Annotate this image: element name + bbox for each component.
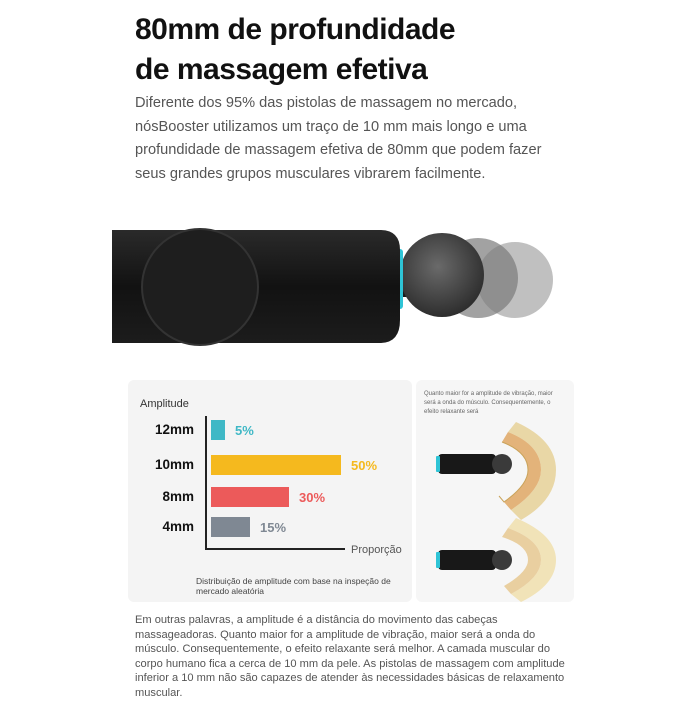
- bar: [211, 455, 341, 475]
- explanation-paragraph: Em outras palavras, a amplitude é a distância do movimento das cabeças massageadoras. Quanto maior for a amplitude de vibração, maior será a onda do músculo. Consequentemente, o efeito relaxante será melhor. A camada muscular do corpo humano fica a cerca de 10 mm da pele. As pistolas de massagem com amplitude inferior a 10 mm não são capazes de atender às necessidades básicas de relaxamento muscular.: [135, 614, 565, 699]
- side-description: Quanto maior for a amplitude de vibração, maior será a onda do músculo. Consequentemente, o efeito relaxante será: [424, 391, 553, 415]
- chart-caption: Distribuição de amplitude com base na inspeção de mercado aleatória: [196, 576, 391, 596]
- value-label: 50%: [351, 458, 378, 473]
- value-label: 5%: [235, 423, 254, 438]
- y-axis: [205, 416, 207, 550]
- bar: [211, 487, 289, 507]
- value-label: 15%: [260, 520, 287, 535]
- y-axis-label: Amplitude: [140, 398, 189, 410]
- bar: [211, 420, 225, 440]
- category-label: 10mm: [154, 457, 194, 472]
- gun-button: [142, 229, 258, 345]
- title-line-1: 80mm de profundidade: [135, 13, 456, 46]
- title-line-2: de massagem efetiva: [135, 53, 428, 86]
- category-label: 12mm: [154, 422, 194, 437]
- bar: [211, 517, 250, 537]
- category-label: 4mm: [162, 519, 194, 534]
- value-label: 30%: [299, 490, 326, 505]
- intro-text: Diferente dos 95% das pistolas de massagem no mercado, nósBooster utilizamos um traço de 10 mm mais longo e uma profundidade de massagem efetiva de 80mm que podem fazer seus grandes grupos musculares vibrarem facilmente.: [135, 95, 542, 182]
- amplitude-chart: [128, 380, 412, 602]
- category-label: 8mm: [162, 489, 194, 504]
- x-axis: [205, 548, 345, 550]
- x-axis-label: Proporção: [351, 544, 402, 556]
- muscle-comparison-illustration: [416, 380, 574, 602]
- page-title: [135, 10, 615, 90]
- massage-gun-illustration: [0, 205, 700, 365]
- massage-head: [400, 233, 484, 317]
- comparison-card: [416, 380, 574, 602]
